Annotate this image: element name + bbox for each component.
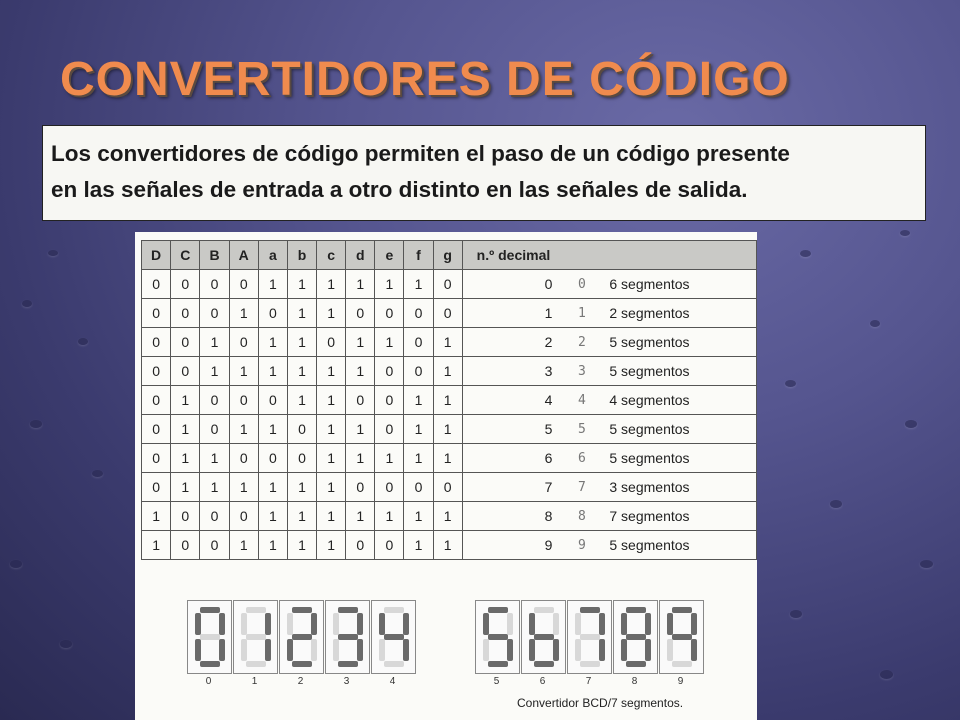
table-cell: 0 [142,357,171,386]
segment-a [672,607,692,613]
decimal-value: 0 [462,270,560,299]
digit-label: 0 [205,676,212,687]
table-cell: 0 [287,444,316,473]
digit-glyph-icon: 8 [560,502,603,531]
segment-c [691,639,697,661]
segment-e [379,639,385,661]
table-cell: 0 [171,531,200,560]
digit-glyph-icon: 4 [560,386,603,415]
header-A: A [229,241,258,270]
digit-label: 3 [343,676,350,687]
header-D: D [142,241,171,270]
table-cell: 0 [258,386,287,415]
table-cell: 0 [287,415,316,444]
table-cell: 0 [229,444,258,473]
segment-c [403,639,409,661]
seven-segment-digit [475,600,520,674]
table-cell: 0 [317,328,346,357]
table-cell: 1 [229,473,258,502]
slide-title: CONVERTIDORES DE CÓDIGO [60,53,790,106]
table-cell: 0 [142,415,171,444]
table-cell: 0 [142,270,171,299]
table-cell: 0 [346,299,375,328]
seven-segment-digit [521,600,566,674]
segment-b [357,613,363,635]
table-cell: 0 [200,270,229,299]
segment-count: 5 segmentos [603,357,756,386]
table-cell: 0 [200,502,229,531]
table-row [142,270,757,299]
digit-label: 2 [297,676,304,687]
segment-a [488,607,508,613]
table-cell: 0 [433,473,462,502]
decimal-value: 2 [462,328,560,357]
table-cell: 1 [229,415,258,444]
table-cell: 1 [258,502,287,531]
table-cell: 1 [346,270,375,299]
table-cell: 1 [317,270,346,299]
table-cell: 1 [200,473,229,502]
segment-g [626,634,646,640]
digit-glyph-icon: 0 [560,270,603,299]
table-cell: 1 [258,357,287,386]
table-cell: 1 [142,531,171,560]
table-cell: 0 [433,270,462,299]
digit-label: 9 [677,676,684,687]
segment-a [384,607,404,613]
seven-segment-digit [659,600,704,674]
decimal-value: 6 [462,444,560,473]
segment-f [621,613,627,635]
segment-b [553,613,559,635]
segment-e [529,639,535,661]
table-row [142,299,757,328]
table-cell: 1 [200,357,229,386]
table-row [142,386,757,415]
header-C: C [171,241,200,270]
segment-g [534,634,554,640]
table-cell: 0 [200,386,229,415]
digit-label: 5 [493,676,500,687]
segment-b [265,613,271,635]
table-cell: 0 [171,502,200,531]
digit-glyph-icon: 1 [560,299,603,328]
table-cell: 0 [142,328,171,357]
segment-g [200,634,220,640]
header-d: d [346,241,375,270]
table-cell: 1 [404,502,433,531]
table-cell: 1 [375,444,404,473]
table-cell: 1 [171,415,200,444]
decimal-value: 5 [462,415,560,444]
segment-b [691,613,697,635]
table-cell: 1 [258,473,287,502]
segment-e [667,639,673,661]
table-cell: 1 [404,415,433,444]
segment-f [195,613,201,635]
segment-e [195,639,201,661]
table-cell: 1 [287,531,316,560]
seven-segment-digit [187,600,232,674]
segment-d [580,661,600,667]
segment-d [534,661,554,667]
digit-glyph-icon: 5 [560,415,603,444]
intro-line-1: Los convertidores de código permiten el paso de un código presente [51,141,790,166]
header-decimal: n.º decimal [462,241,603,270]
table-cell: 0 [375,415,404,444]
table-cell: 1 [433,444,462,473]
table-cell: 1 [317,531,346,560]
truth-table-header [142,241,757,270]
table-cell: 0 [375,299,404,328]
bcd-7seg-sheet [135,232,757,720]
table-cell: 0 [200,299,229,328]
table-cell: 1 [404,270,433,299]
segment-c [599,639,605,661]
segment-g [246,634,266,640]
digit-label: 1 [251,676,258,687]
segment-e [575,639,581,661]
table-cell: 1 [258,328,287,357]
seven-segment-digit [279,600,324,674]
table-cell: 0 [404,299,433,328]
table-cell: 1 [346,357,375,386]
segment-c [357,639,363,661]
segment-f [287,613,293,635]
seven-segment-digit [613,600,658,674]
table-row [142,444,757,473]
table-cell: 1 [171,444,200,473]
table-row [142,357,757,386]
table-cell: 1 [433,415,462,444]
digit-label: 4 [389,676,396,687]
table-cell: 0 [142,444,171,473]
table-cell: 0 [404,328,433,357]
table-cell: 1 [317,386,346,415]
table-cell: 0 [171,328,200,357]
table-cell: 1 [287,473,316,502]
segment-d [384,661,404,667]
table-cell: 0 [346,386,375,415]
table-cell: 1 [317,502,346,531]
table-cell: 0 [171,357,200,386]
table-cell: 1 [229,357,258,386]
segment-d [292,661,312,667]
table-cell: 1 [404,444,433,473]
table-cell: 0 [229,386,258,415]
segment-d [338,661,358,667]
segment-d [672,661,692,667]
header-f: f [404,241,433,270]
intro-text-box [42,125,926,221]
segment-a [580,607,600,613]
segment-e [483,639,489,661]
table-cell: 0 [404,357,433,386]
table-row [142,328,757,357]
segment-g [338,634,358,640]
segment-count: 4 segmentos [603,386,756,415]
seven-segment-digit [233,600,278,674]
table-cell: 0 [375,473,404,502]
segment-b [645,613,651,635]
table-cell: 1 [171,386,200,415]
segment-b [599,613,605,635]
segment-a [338,607,358,613]
decimal-value: 8 [462,502,560,531]
table-cell: 1 [200,444,229,473]
segment-count: 7 segmentos [603,502,756,531]
digit-glyph-icon: 6 [560,444,603,473]
segment-f [379,613,385,635]
table-cell: 1 [258,270,287,299]
segment-f [529,613,535,635]
digit-label: 7 [585,676,592,687]
segment-count: 3 segmentos [603,473,756,502]
table-cell: 1 [258,415,287,444]
header-b: b [287,241,316,270]
segment-a [626,607,646,613]
header-g: g [433,241,462,270]
table-cell: 0 [258,299,287,328]
header-B: B [200,241,229,270]
decimal-value: 7 [462,473,560,502]
segment-g [672,634,692,640]
segment-c [311,639,317,661]
table-cell: 0 [433,299,462,328]
table-cell: 0 [171,270,200,299]
digit-glyph-icon: 2 [560,328,603,357]
table-cell: 1 [287,357,316,386]
segment-b [403,613,409,635]
segment-count: 6 segmentos [603,270,756,299]
segment-c [645,639,651,661]
segment-count: 5 segmentos [603,328,756,357]
segment-f [241,613,247,635]
table-cell: 1 [317,444,346,473]
table-cell: 0 [404,473,433,502]
digit-label: 8 [631,676,638,687]
segment-g [384,634,404,640]
table-cell: 1 [229,531,258,560]
table-cell: 0 [375,531,404,560]
segment-a [246,607,266,613]
table-cell: 1 [346,502,375,531]
digit-glyph-icon: 9 [560,531,603,560]
segment-d [626,661,646,667]
table-cell: 1 [317,473,346,502]
table-cell: 1 [287,386,316,415]
table-cell: 0 [200,415,229,444]
table-cell: 1 [346,328,375,357]
table-cell: 1 [375,270,404,299]
table-cell: 0 [200,531,229,560]
decimal-value: 1 [462,299,560,328]
table-cell: 1 [317,299,346,328]
table-row [142,531,757,560]
segment-g [292,634,312,640]
segment-d [488,661,508,667]
digit-glyph-icon: 7 [560,473,603,502]
digit-glyph-icon: 3 [560,357,603,386]
segment-f [667,613,673,635]
table-cell: 1 [142,502,171,531]
segment-c [219,639,225,661]
header-segments [603,241,756,270]
table-cell: 0 [229,502,258,531]
table-cell: 1 [200,328,229,357]
table-cell: 1 [433,386,462,415]
table-cell: 0 [142,473,171,502]
table-cell: 1 [229,299,258,328]
table-cell: 0 [375,386,404,415]
table-cell: 0 [229,328,258,357]
segment-count: 5 segmentos [603,531,756,560]
table-cell: 1 [404,531,433,560]
segment-c [553,639,559,661]
digit-label: 6 [539,676,546,687]
table-cell: 1 [433,328,462,357]
table-cell: 0 [229,270,258,299]
table-cell: 0 [258,444,287,473]
table-cell: 1 [287,299,316,328]
table-cell: 1 [258,531,287,560]
seven-segment-digit [567,600,612,674]
table-cell: 1 [287,328,316,357]
table-cell: 0 [346,531,375,560]
segment-d [200,661,220,667]
segment-f [333,613,339,635]
decimal-value: 9 [462,531,560,560]
segment-b [219,613,225,635]
segment-c [265,639,271,661]
table-cell: 1 [346,415,375,444]
segment-e [333,639,339,661]
segment-a [200,607,220,613]
table-row [142,415,757,444]
table-cell: 1 [433,502,462,531]
segment-a [292,607,312,613]
table-cell: 0 [142,386,171,415]
segment-c [507,639,513,661]
segment-b [507,613,513,635]
table-cell: 1 [317,415,346,444]
table-cell: 1 [287,502,316,531]
table-cell: 1 [317,357,346,386]
seven-segment-digit [325,600,370,674]
table-cell: 1 [433,357,462,386]
table-cell: 0 [142,299,171,328]
table-row [142,473,757,502]
segment-count: 5 segmentos [603,415,756,444]
segment-f [575,613,581,635]
segment-a [534,607,554,613]
table-cell: 0 [346,473,375,502]
truth-table [141,240,757,560]
table-cell: 1 [287,270,316,299]
segment-g [580,634,600,640]
header-a: a [258,241,287,270]
table-cell: 1 [375,328,404,357]
segment-d [246,661,266,667]
table-cell: 0 [375,357,404,386]
decimal-value: 3 [462,357,560,386]
table-cell: 1 [346,444,375,473]
segment-g [488,634,508,640]
segment-e [241,639,247,661]
header-e: e [375,241,404,270]
segment-e [287,639,293,661]
displays-caption: Convertidor BCD/7 segmentos. [517,696,684,710]
table-cell: 1 [171,473,200,502]
table-cell: 1 [375,502,404,531]
table-cell: 1 [404,386,433,415]
seven-segment-digit [371,600,416,674]
decimal-value: 4 [462,386,560,415]
table-cell: 0 [171,299,200,328]
table-row [142,502,757,531]
table-cell: 1 [433,531,462,560]
segment-count: 2 segmentos [603,299,756,328]
intro-line-2: en las señales de entrada a otro distinto en las señales de salida. [51,177,748,202]
segment-e [621,639,627,661]
segment-f [483,613,489,635]
segment-count: 5 segmentos [603,444,756,473]
segment-b [311,613,317,635]
header-c: c [317,241,346,270]
